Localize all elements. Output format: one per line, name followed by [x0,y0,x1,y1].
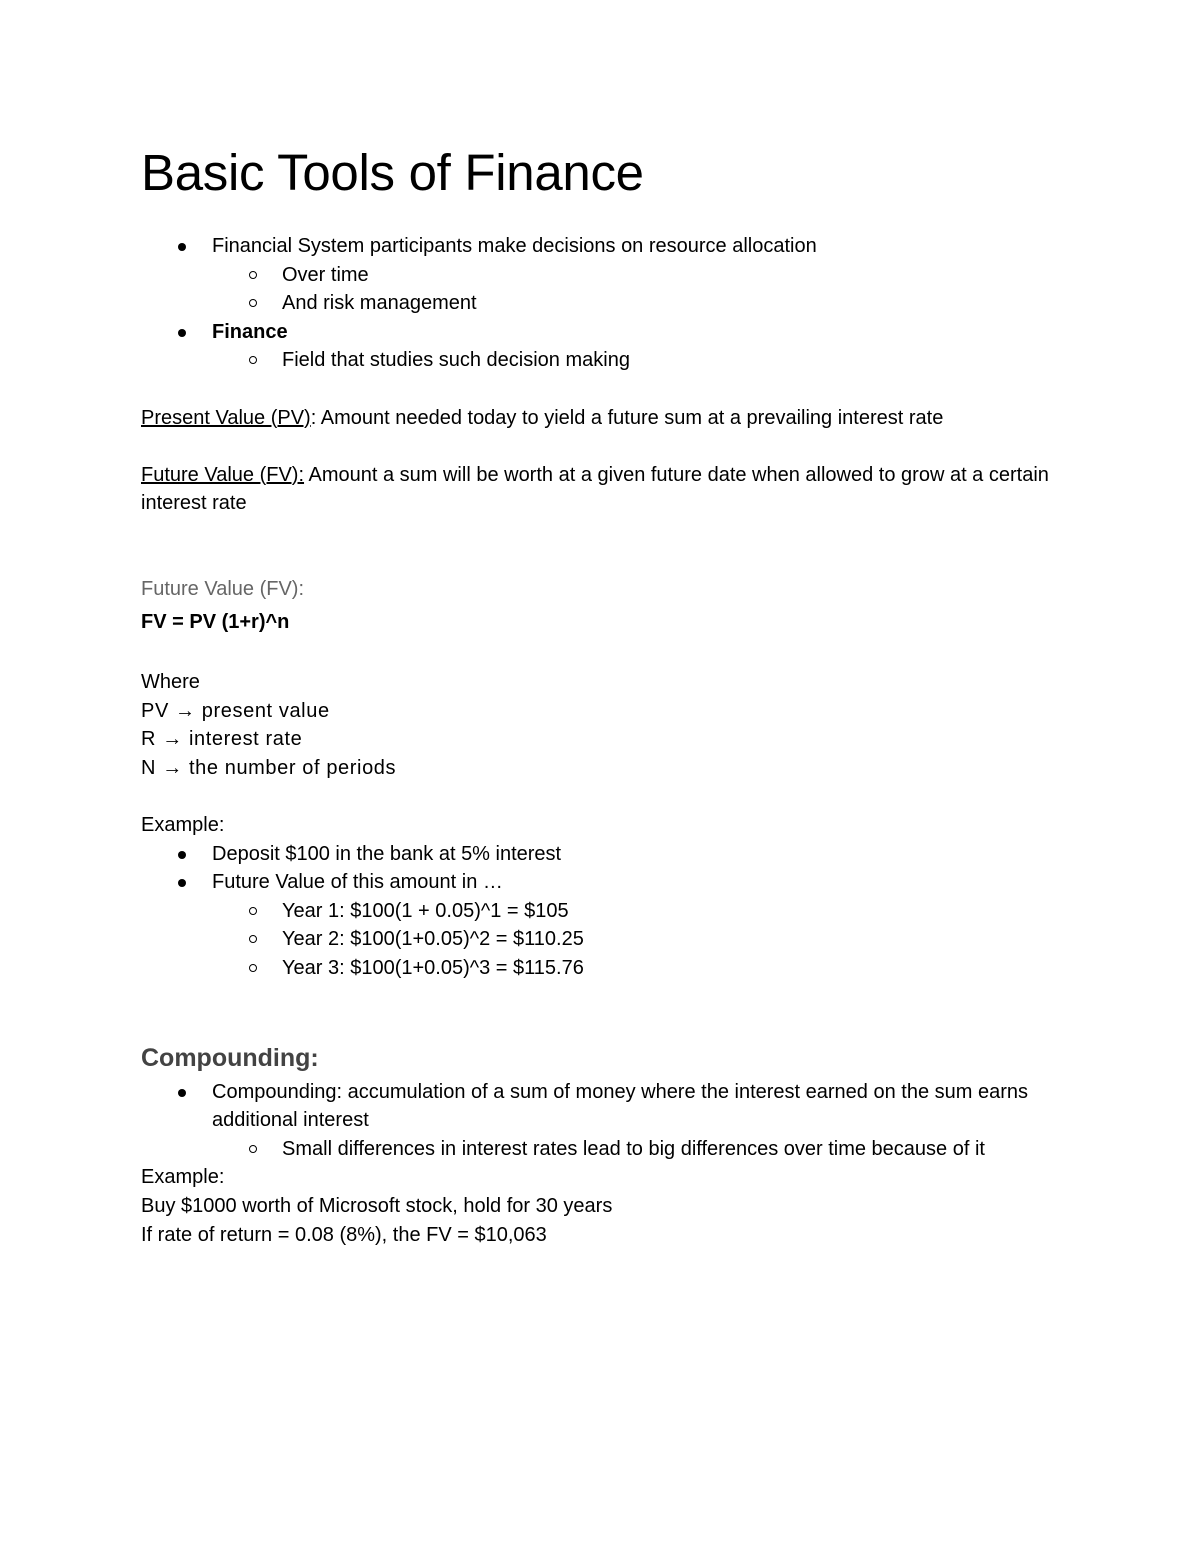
where-label: Where [141,671,200,694]
sub-list-item: Field that studies such decision making [141,346,1061,375]
spacer [141,783,1061,812]
present-value-term: Present Value (PV) [141,406,311,429]
spacer [141,640,1061,669]
document-content [141,142,1061,1249]
document-title: Basic Tools of Finance [141,144,644,201]
example-line: Buy $1000 worth of Microsoft stock, hold for 30 years [141,1195,613,1218]
example-label: Example: [141,1166,225,1189]
sub-list-item: Small differences in interest rates lead to big differences over time because of it [141,1135,1061,1164]
list-item: Future Value of this amount in … [141,868,1061,897]
future-value-text: Amount a sum will be worth at a given future date when allowed to grow at a certain interest rate [141,463,1049,515]
sub-list-item: And risk management [141,289,1061,318]
present-value-definition [141,404,1061,433]
future-value-term: Future Value (FV): [141,463,305,486]
future-value-definition [141,461,1061,518]
spacer [141,518,1061,575]
list-item: Compounding: accumulation of a sum of money where the interest earned on the sum earns additional interest [141,1078,1061,1135]
example-line: If rate of return = 0.08 (8%), the FV = $10,063 [141,1223,547,1246]
spacer [141,375,1061,404]
fv-formula: FV = PV (1+r)^n [141,610,290,633]
spacer [141,432,1061,461]
sub-list-item: Year 3: $100(1+0.05)^3 = $115.76 [141,954,1061,983]
variable-line: PV → present value [141,699,330,722]
sub-list-item: Year 1: $100(1 + 0.05)^1 = $105 [141,897,1061,926]
variable-line: R → interest rate [141,728,303,751]
intro-list [141,232,1061,375]
list-item: Deposit $100 in the bank at 5% interest [141,840,1061,869]
spacer [141,983,1061,1040]
present-value-text: : Amount needed today to yield a future sum at a prevailing interest rate [310,406,944,429]
list-item: Finance [141,318,1061,347]
compounding-list [141,1078,1061,1164]
list-item: Financial System participants make decisions on resource allocation [141,232,1061,261]
sub-list-item: Year 2: $100(1+0.05)^2 = $110.25 [141,925,1061,954]
example-list [141,840,1061,983]
example-label: Example: [141,814,225,837]
sub-list-item: Over time [141,261,1061,290]
fv-heading: Future Value (FV): [141,577,305,600]
compounding-heading: Compounding: [141,1043,319,1072]
variable-line: N → the number of periods [141,756,397,779]
